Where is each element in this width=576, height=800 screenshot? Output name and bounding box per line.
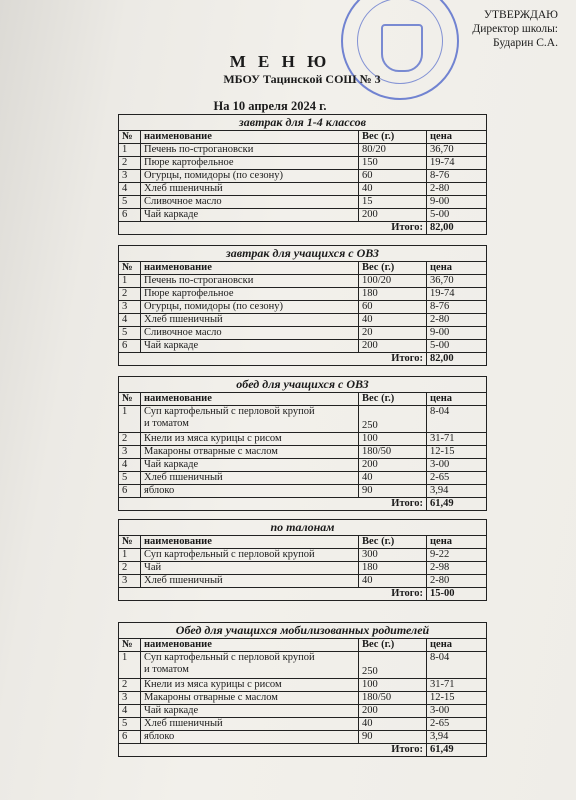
dish-name: Огурцы, помидоры (по сезону) — [141, 301, 359, 314]
table-row — [119, 157, 487, 170]
dish-price: 19-74 — [427, 288, 487, 301]
dish-weight: 200 — [359, 209, 427, 222]
table-row — [119, 472, 487, 485]
dish-weight: 80/20 — [359, 144, 427, 157]
total-label: Итого: — [119, 498, 427, 511]
dish-price: 8-04 — [427, 652, 487, 679]
dish-weight: 200 — [359, 459, 427, 472]
dish-price: 8-04 — [427, 406, 487, 433]
table-row — [119, 485, 487, 498]
dish-weight: 15 — [359, 196, 427, 209]
school-name: МБОУ Тацинской СОШ № 3 — [223, 72, 381, 86]
dish-weight: 180 — [359, 562, 427, 575]
dish-weight: 200 — [359, 340, 427, 353]
total-label: Итого: — [119, 588, 427, 601]
dish-price: 2-80 — [427, 575, 487, 588]
dish-price: 9-00 — [427, 196, 487, 209]
dish-weight: 40 — [359, 314, 427, 327]
dish-price: 2-80 — [427, 183, 487, 196]
section-title: завтрак для учащихся с ОВЗ — [119, 246, 487, 262]
dish-weight: 100 — [359, 433, 427, 446]
dish-name: Чай каркаде — [141, 705, 359, 718]
dish-weight: 20 — [359, 327, 427, 340]
dish-name: Чай каркаде — [141, 209, 359, 222]
row-number: 5 — [119, 327, 141, 340]
dish-price: 5-00 — [427, 209, 487, 222]
row-number: 3 — [119, 446, 141, 459]
row-number: 4 — [119, 183, 141, 196]
dish-name: яблоко — [141, 485, 359, 498]
total-value: 82,00 — [427, 353, 487, 366]
total-label: Итого: — [119, 353, 427, 366]
row-number: 2 — [119, 157, 141, 170]
dish-weight: 100 — [359, 679, 427, 692]
table-row — [119, 288, 487, 301]
dish-price: 3,94 — [427, 731, 487, 744]
table-header-row — [119, 639, 487, 652]
menu-table — [118, 114, 487, 235]
dish-name: Кнели из мяса курицы с рисом — [141, 679, 359, 692]
dish-price: 31-71 — [427, 433, 487, 446]
table-row — [119, 406, 487, 433]
dish-name: Хлеб пшеничный — [141, 718, 359, 731]
dish-price: 9-22 — [427, 549, 487, 562]
dish-name: Хлеб пшеничный — [141, 314, 359, 327]
dish-price: 2-65 — [427, 718, 487, 731]
table-row — [119, 446, 487, 459]
column-header-name: наименование — [141, 131, 359, 144]
row-number: 2 — [119, 679, 141, 692]
menu-table — [118, 519, 487, 601]
row-number: 1 — [119, 652, 141, 679]
column-header-weight: Вес (г.) — [359, 131, 427, 144]
dish-name: яблоко — [141, 731, 359, 744]
row-number: 3 — [119, 575, 141, 588]
dish-name: Сливочное масло — [141, 327, 359, 340]
dish-name: Чай — [141, 562, 359, 575]
dish-weight: 40 — [359, 575, 427, 588]
table-row — [119, 314, 487, 327]
dish-price: 9-00 — [427, 327, 487, 340]
dish-weight: 90 — [359, 731, 427, 744]
dish-name: Хлеб пшеничный — [141, 472, 359, 485]
dish-price: 5-00 — [427, 340, 487, 353]
column-header-price: цена — [427, 131, 487, 144]
dish-name: Чай каркаде — [141, 340, 359, 353]
row-number: 1 — [119, 275, 141, 288]
dish-name: Хлеб пшеничный — [141, 575, 359, 588]
row-number: 1 — [119, 549, 141, 562]
table-row — [119, 705, 487, 718]
total-value: 61,49 — [427, 744, 487, 757]
menu-title: М Е Н Ю — [229, 52, 331, 71]
dish-name: Пюре картофельное — [141, 288, 359, 301]
approval-position: Директор школы: — [472, 23, 558, 35]
total-row — [119, 498, 487, 511]
table-row — [119, 562, 487, 575]
table-row — [119, 679, 487, 692]
dish-weight: 40 — [359, 183, 427, 196]
column-header-name: наименование — [141, 536, 359, 549]
menu-table — [118, 622, 487, 757]
table-row — [119, 433, 487, 446]
column-header-weight: Вес (г.) — [359, 536, 427, 549]
column-header-weight: Вес (г.) — [359, 393, 427, 406]
row-number: 6 — [119, 731, 141, 744]
column-header-name: наименование — [141, 639, 359, 652]
dish-name: Печень по-строгановски — [141, 275, 359, 288]
column-header-weight: Вес (г.) — [359, 639, 427, 652]
section-title: завтрак для 1-4 классов — [119, 115, 487, 131]
approval-signer: Бударин С.А. — [493, 37, 558, 49]
dish-name: Суп картофельный с перловой крупой — [141, 549, 359, 562]
dish-weight: 300 — [359, 549, 427, 562]
total-label: Итого: — [119, 222, 427, 235]
column-header-weight: Вес (г.) — [359, 262, 427, 275]
column-header-name: наименование — [141, 262, 359, 275]
row-number: 6 — [119, 209, 141, 222]
table-row — [119, 692, 487, 705]
table-header-row — [119, 131, 487, 144]
table-row — [119, 144, 487, 157]
dish-name-line: и томатом — [144, 418, 189, 429]
menu-table — [118, 376, 487, 511]
section-title: обед для учащихся с ОВЗ — [119, 377, 487, 393]
dish-weight: 180/50 — [359, 692, 427, 705]
dish-price: 8-76 — [427, 170, 487, 183]
table-row — [119, 170, 487, 183]
table-row — [119, 301, 487, 314]
dish-name: Макароны отварные с маслом — [141, 446, 359, 459]
row-number: 4 — [119, 705, 141, 718]
column-header-number: № — [119, 536, 141, 549]
total-row — [119, 744, 487, 757]
row-number: 2 — [119, 288, 141, 301]
dish-price: 2-65 — [427, 472, 487, 485]
dish-price: 12-15 — [427, 692, 487, 705]
table-row — [119, 718, 487, 731]
dish-price: 12-15 — [427, 446, 487, 459]
dish-price: 31-71 — [427, 679, 487, 692]
dish-weight: 150 — [359, 157, 427, 170]
total-value: 15-00 — [427, 588, 487, 601]
dish-name: Хлеб пшеничный — [141, 183, 359, 196]
table-header-row — [119, 262, 487, 275]
table-row — [119, 327, 487, 340]
table-row — [119, 340, 487, 353]
menu-date: На 10 апреля 2024 г. — [213, 99, 327, 113]
column-header-number: № — [119, 393, 141, 406]
dish-name — [141, 652, 359, 679]
dish-weight: 40 — [359, 472, 427, 485]
dish-price: 3,94 — [427, 485, 487, 498]
row-number: 5 — [119, 196, 141, 209]
row-number: 6 — [119, 485, 141, 498]
table-row — [119, 196, 487, 209]
table-header-row — [119, 393, 487, 406]
dish-price: 19-74 — [427, 157, 487, 170]
dish-weight: 40 — [359, 718, 427, 731]
row-number: 2 — [119, 433, 141, 446]
dish-name: Огурцы, помидоры (по сезону) — [141, 170, 359, 183]
dish-name-line: и томатом — [144, 664, 189, 675]
table-row — [119, 652, 487, 679]
row-number: 2 — [119, 562, 141, 575]
dish-weight: 200 — [359, 705, 427, 718]
dish-name — [141, 406, 359, 433]
menu-table — [118, 245, 487, 366]
dish-name: Макароны отварные с маслом — [141, 692, 359, 705]
table-row — [119, 575, 487, 588]
table-row — [119, 209, 487, 222]
row-number: 5 — [119, 472, 141, 485]
dish-price: 3-00 — [427, 459, 487, 472]
row-number: 3 — [119, 692, 141, 705]
row-number: 1 — [119, 144, 141, 157]
dish-name-line: Суп картофельный с перловой крупой — [144, 652, 315, 663]
dish-price: 8-76 — [427, 301, 487, 314]
dish-price: 36,70 — [427, 144, 487, 157]
dish-price: 2-98 — [427, 562, 487, 575]
dish-price: 36,70 — [427, 275, 487, 288]
dish-weight: 180/50 — [359, 446, 427, 459]
column-header-price: цена — [427, 639, 487, 652]
dish-price: 3-00 — [427, 705, 487, 718]
row-number: 4 — [119, 314, 141, 327]
column-header-number: № — [119, 639, 141, 652]
column-header-number: № — [119, 131, 141, 144]
column-header-price: цена — [427, 262, 487, 275]
dish-weight: 60 — [359, 301, 427, 314]
dish-name: Чай каркаде — [141, 459, 359, 472]
dish-price: 2-80 — [427, 314, 487, 327]
total-value: 61,49 — [427, 498, 487, 511]
total-row — [119, 353, 487, 366]
table-row — [119, 731, 487, 744]
column-header-price: цена — [427, 536, 487, 549]
dish-name: Пюре картофельное — [141, 157, 359, 170]
row-number: 4 — [119, 459, 141, 472]
approval-heading: УТВЕРЖДАЮ — [483, 9, 558, 21]
total-label: Итого: — [119, 744, 427, 757]
dish-name: Кнели из мяса курицы с рисом — [141, 433, 359, 446]
approval-block — [458, 8, 558, 50]
dish-name-line: Суп картофельный с перловой крупой — [144, 406, 315, 417]
dish-weight: 90 — [359, 485, 427, 498]
total-row — [119, 222, 487, 235]
column-header-number: № — [119, 262, 141, 275]
dish-name: Печень по-строгановски — [141, 144, 359, 157]
row-number: 3 — [119, 170, 141, 183]
section-title: Обед для учащихся мобилизованных родителей — [119, 623, 487, 639]
column-header-price: цена — [427, 393, 487, 406]
total-value: 82,00 — [427, 222, 487, 235]
row-number: 6 — [119, 340, 141, 353]
dish-weight: 60 — [359, 170, 427, 183]
total-row — [119, 588, 487, 601]
column-header-name: наименование — [141, 393, 359, 406]
dish-weight: 100/20 — [359, 275, 427, 288]
row-number: 5 — [119, 718, 141, 731]
table-row — [119, 183, 487, 196]
dish-name: Сливочное масло — [141, 196, 359, 209]
dish-weight: 250 — [359, 406, 427, 433]
table-row — [119, 549, 487, 562]
section-title: по талонам — [119, 520, 487, 536]
table-row — [119, 275, 487, 288]
table-header-row — [119, 536, 487, 549]
dish-weight: 250 — [359, 652, 427, 679]
dish-weight: 180 — [359, 288, 427, 301]
row-number: 3 — [119, 301, 141, 314]
table-row — [119, 459, 487, 472]
row-number: 1 — [119, 406, 141, 433]
